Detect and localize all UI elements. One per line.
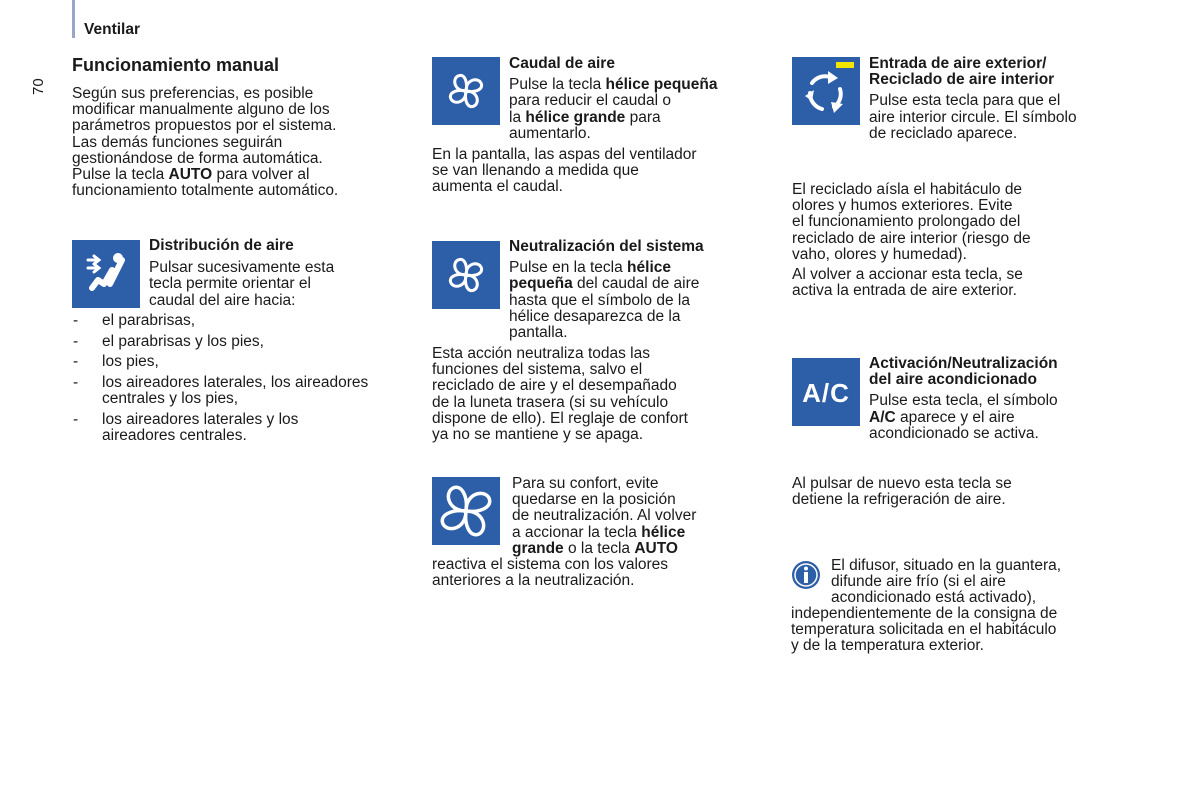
comfort-paragraph: reactiva el sistema con los valores anteriores a la neutralización.	[432, 556, 669, 590]
info-paragraph: independientemente de la consigna de temperatura solicitada en el habitáculo y de la temperatura exterior.	[791, 605, 1058, 655]
airflow-paragraph: En la pantalla, las aspas del ventilador se van llenando a medida que aumenta el caudal.	[432, 146, 697, 196]
recirc-paragraph: El reciclado aísla el habitáculo de olores y humos exteriores. Evite el funcionamiento prolongado del reciclado de aire interior (riesgo de vaho, olores y humedad). Al volver a accionar esta tecla, se activa la entrada de aire exterior.	[792, 181, 1031, 300]
neutral-title: Neutralización del sistema	[509, 238, 704, 255]
ac-text: Activación/Neutralización del aire acondicionado Pulse esta tecla, el símbolo A/C aparece y el aire acondicionado se activa.	[869, 356, 1144, 442]
list-item: - los aireadores laterales, los aireadores centrales y los pies,	[72, 375, 372, 407]
manual-title: Funcionamiento manual	[72, 55, 280, 75]
list-item: - los aireadores laterales y los aireadores centrales.	[72, 412, 362, 444]
fan-large-icon	[432, 477, 500, 545]
chapter-marker-bar	[72, 0, 75, 38]
list-item: - los pies,	[72, 354, 392, 370]
manual-paragraph: Según sus preferencias, es posible modificar manualmente alguno de los parámetros propuestos por el sistema. Las demás funciones seguirán gestionándose de forma automática. Pulse la tecla AUTO para volver al funcionamiento totalmente automático.	[72, 85, 339, 200]
ac-paragraph: Al pulsar de nuevo esta tecla se detiene la refrigeración de aire.	[792, 475, 1012, 509]
info-text: El difusor, situado en la guantera, difunde aire frío (si el aire acondicionado está activado),	[831, 557, 1062, 607]
recirculation-icon	[792, 57, 860, 125]
air-distribution-icon	[72, 240, 140, 308]
manual-section	[72, 55, 412, 199]
auto-keyword: AUTO	[168, 166, 213, 184]
airflow-title: Caudal de aire	[509, 55, 615, 72]
chapter-title: Ventilar	[84, 21, 140, 38]
ac-title: Activación/Neutralización del aire acondicionado	[869, 355, 1058, 389]
distribution-list	[72, 313, 392, 449]
page-number: 70	[30, 78, 47, 95]
neutral-paragraph: Esta acción neutraliza todas las funciones del sistema, salvo el reciclado de aire y el desempañado de la luneta trasera (si su vehículo dispone de ello). El reglaje de confort ya no se mantiene y se apaga.	[432, 345, 688, 444]
distribution-text: Distribución de aire Pulsar sucesivamente esta tecla permite orientar el caudal del aire hacia:	[149, 238, 409, 309]
comfort-text: Para su confort, evite quedarse en la posición de neutralización. Al volver a accionar la tecla hélice grande o la tecla AUTO	[512, 475, 697, 557]
neutral-text: Neutralización del sistema Pulse en la tecla hélice pequeña del caudal de aire hasta que el símbolo de la hélice desaparezca de la pantalla.	[509, 239, 779, 341]
recirc-title: Entrada de aire exterior/ Reciclado de aire interior	[869, 55, 1055, 89]
fan-icon	[432, 241, 500, 309]
fan-icon	[432, 57, 500, 125]
ac-icon-label: A/C	[802, 378, 850, 408]
info-icon	[791, 560, 821, 590]
recirc-indicator	[836, 62, 854, 68]
airflow-text: Caudal de aire Pulse la tecla hélice pequeña para reducir el caudal o la hélice grande para aumentarlo.	[509, 56, 779, 142]
recirc-text: Entrada de aire exterior/ Reciclado de aire interior Pulse esta tecla para que el aire interior circule. El símbolo de reciclado aparece.	[869, 56, 1144, 142]
ac-icon	[792, 358, 860, 426]
distribution-title: Distribución de aire	[149, 237, 294, 254]
list-item: - el parabrisas,	[72, 313, 392, 329]
list-item: - el parabrisas y los pies,	[72, 334, 392, 350]
